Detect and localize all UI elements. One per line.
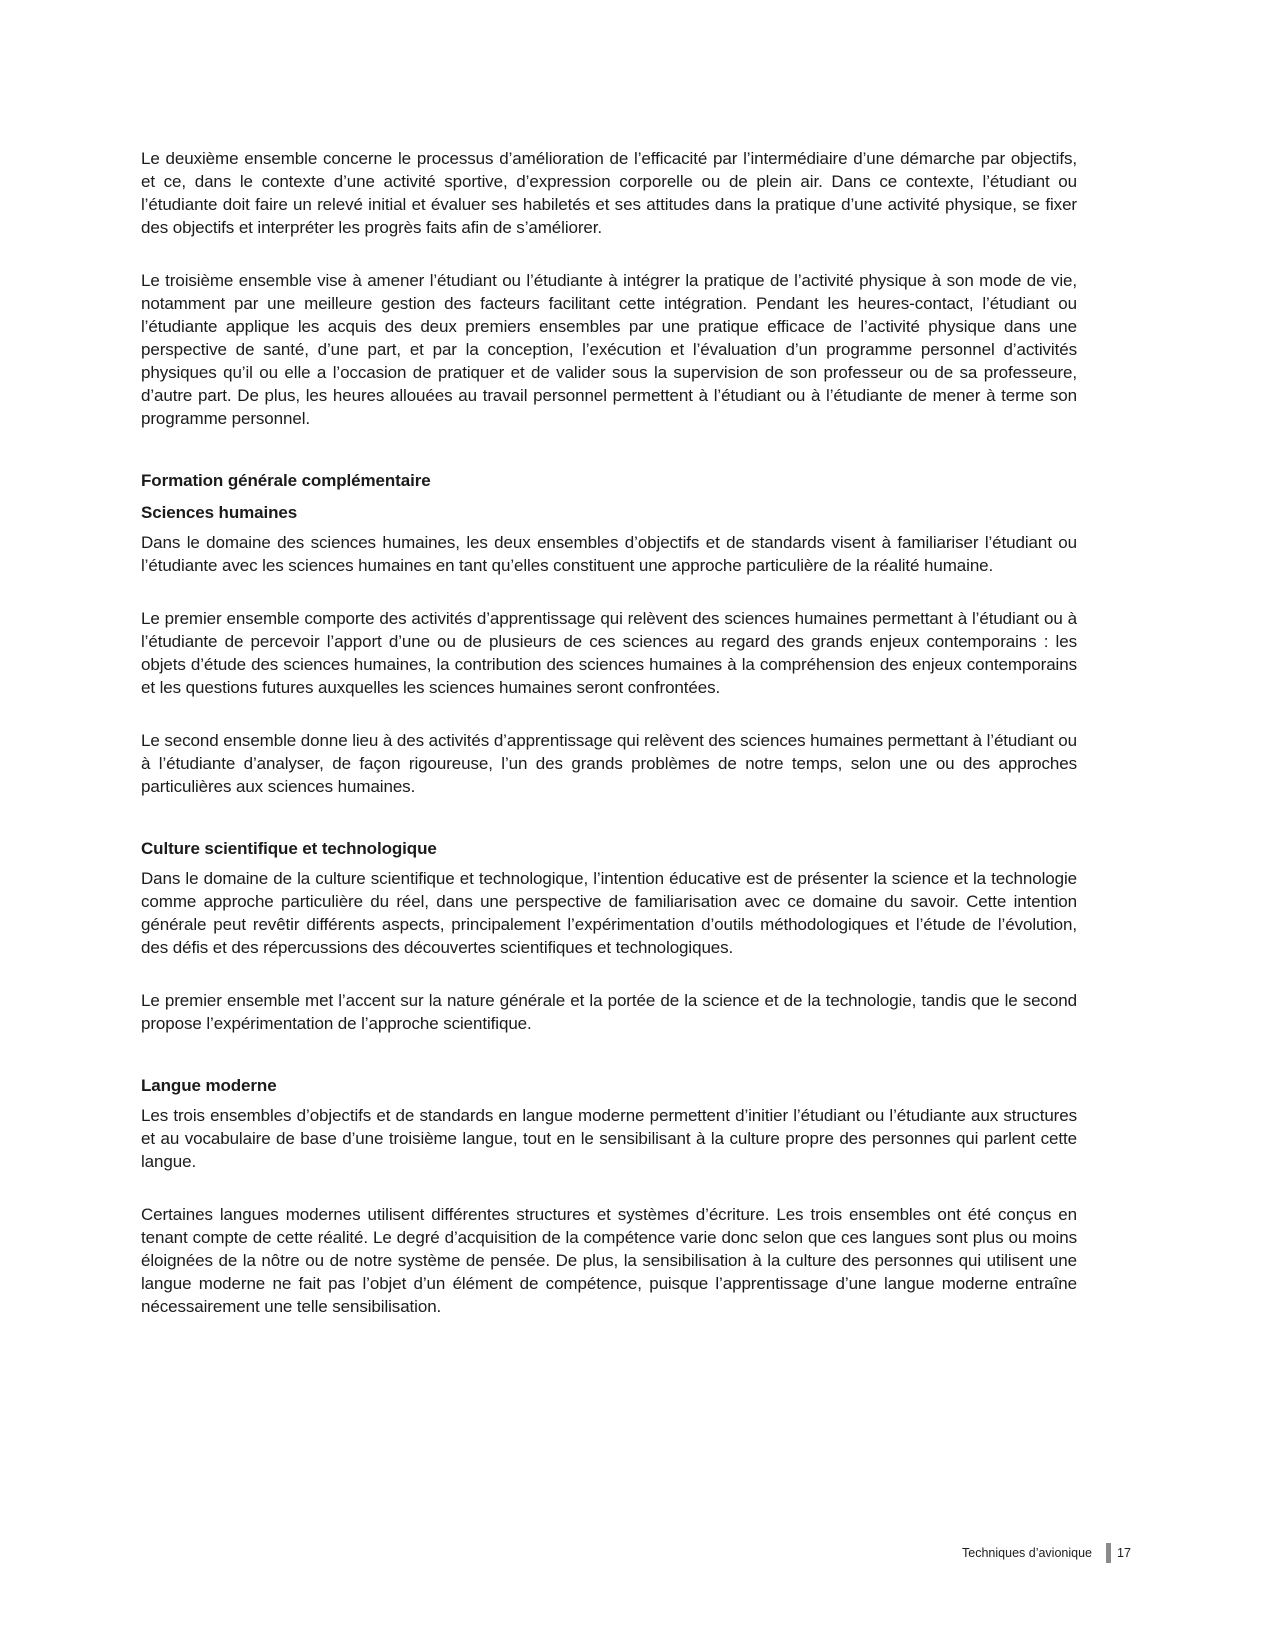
paragraph-langue-moderne-intro: Les trois ensembles d’objectifs et de standards en langue moderne permettent d’initier l’étudiant ou l’étudiante aux structures et au vocabulaire de base d’une troisième langue, tout en le sensibilisant à la culture propre des personnes qui parlent cette langue. xyxy=(141,1106,1077,1171)
body-text-column xyxy=(141,147,1077,1348)
heading-sciences-humaines: Sciences humaines xyxy=(141,503,298,522)
page-footer xyxy=(962,1543,1133,1563)
heading-culture-scientifique-et-technologique: Culture scientifique et technologique xyxy=(141,839,437,858)
paragraph-langue-moderne-structures: Certaines langues modernes utilisent différentes structures et systèmes d’écriture. Les trois ensembles ont été conçus en tenant compte de cette réalité. Le degré d’acquisition de la compétence varie donc selon que ces langues sont plus ou moins éloignées de la nôtre ou de notre système de pensée. De plus, la sensibilisation à la culture des personnes qui utilisent une langue moderne ne fait pas l’objet d’un élément de compétence, puisque l’apprentissage d’une langue moderne entraîne nécessairement une telle sensibilisation. xyxy=(141,1205,1077,1316)
footer-page-number: 17 xyxy=(1117,1546,1131,1560)
footer-divider-bar xyxy=(1106,1543,1111,1563)
paragraph-deuxieme-ensemble: Le deuxième ensemble concerne le processus d’amélioration de l’efficacité par l’intermédiaire d’une démarche par objectifs, et ce, dans le contexte d’une activité sportive, d’expression corporelle ou de plein air. Dans ce contexte, l’étudiant ou l’étudiante doit faire un relevé initial et évaluer ses habiletés et ses attitudes dans la pratique d’une activité physique, se fixer des objectifs et interpréter les progrès faits afin de s’améliorer. xyxy=(141,149,1077,237)
paragraph-sciences-humaines-intro: Dans le domaine des sciences humaines, les deux ensembles d’objectifs et de standards visent à familiariser l’étudiant ou l’étudiante avec les sciences humaines en tant qu’elles constituent une approche particulière de la réalité humaine. xyxy=(141,533,1077,575)
heading-formation-generale-complementaire: Formation générale complémentaire xyxy=(141,471,431,490)
paragraph-culture-scientifique-ensembles: Le premier ensemble met l’accent sur la nature générale et la portée de la science et de la technologie, tandis que le second propose l’expérimentation de l’approche scientifique. xyxy=(141,991,1077,1033)
paragraph-sciences-humaines-second-ensemble: Le second ensemble donne lieu à des activités d’apprentissage qui relèvent des sciences humaines permettant à l’étudiant ou à l’étudiante d’analyser, de façon rigoureuse, l’un des grands problèmes de notre temps, selon une ou des approches particulières aux sciences humaines. xyxy=(141,731,1077,796)
paragraph-culture-scientifique-intro: Dans le domaine de la culture scientifique et technologique, l’intention éducative est de présenter la science et la technologie comme approche particulière du réel, dans une perspective de familiarisation avec ce domaine du savoir. Cette intention générale peut revêtir différents aspects, principalement l’expérimentation d’outils méthodologiques et l’étude de l’évolution, des défis et des répercussions des découvertes scientifiques et technologiques. xyxy=(141,869,1077,957)
paragraph-troisieme-ensemble: Le troisième ensemble vise à amener l’étudiant ou l’étudiante à intégrer la pratique de l’activité physique à son mode de vie, notamment par une meilleure gestion des facteurs facilitant cette intégration. Pendant les heures-contact, l’étudiant ou l’étudiante applique les acquis des deux premiers ensembles par une pratique efficace de l’activité physique dans une perspective de santé, d’une part, et par la conception, l’exécution et l’évaluation d’un programme personnel d’activités physiques qu’il ou elle a l’occasion de pratiquer et de valider sous la supervision de son professeur ou de sa professeure, d’autre part. De plus, les heures allouées au travail personnel permettent à l’étudiant ou à l’étudiante de mener à terme son programme personnel. xyxy=(141,271,1077,428)
paragraph-sciences-humaines-premier-ensemble: Le premier ensemble comporte des activités d’apprentissage qui relèvent des sciences humaines permettant à l’étudiant ou à l’étudiante de percevoir l’apport d’une ou de plusieurs de ces sciences au regard des grands enjeux contemporains : les objets d’étude des sciences humaines, la contribution des sciences humaines à la compréhension des enjeux contemporains et les questions futures auxquelles les sciences humaines seront confrontées. xyxy=(141,609,1077,697)
heading-langue-moderne: Langue moderne xyxy=(141,1076,277,1095)
footer-program-name: Techniques d’avionique xyxy=(962,1546,1092,1560)
